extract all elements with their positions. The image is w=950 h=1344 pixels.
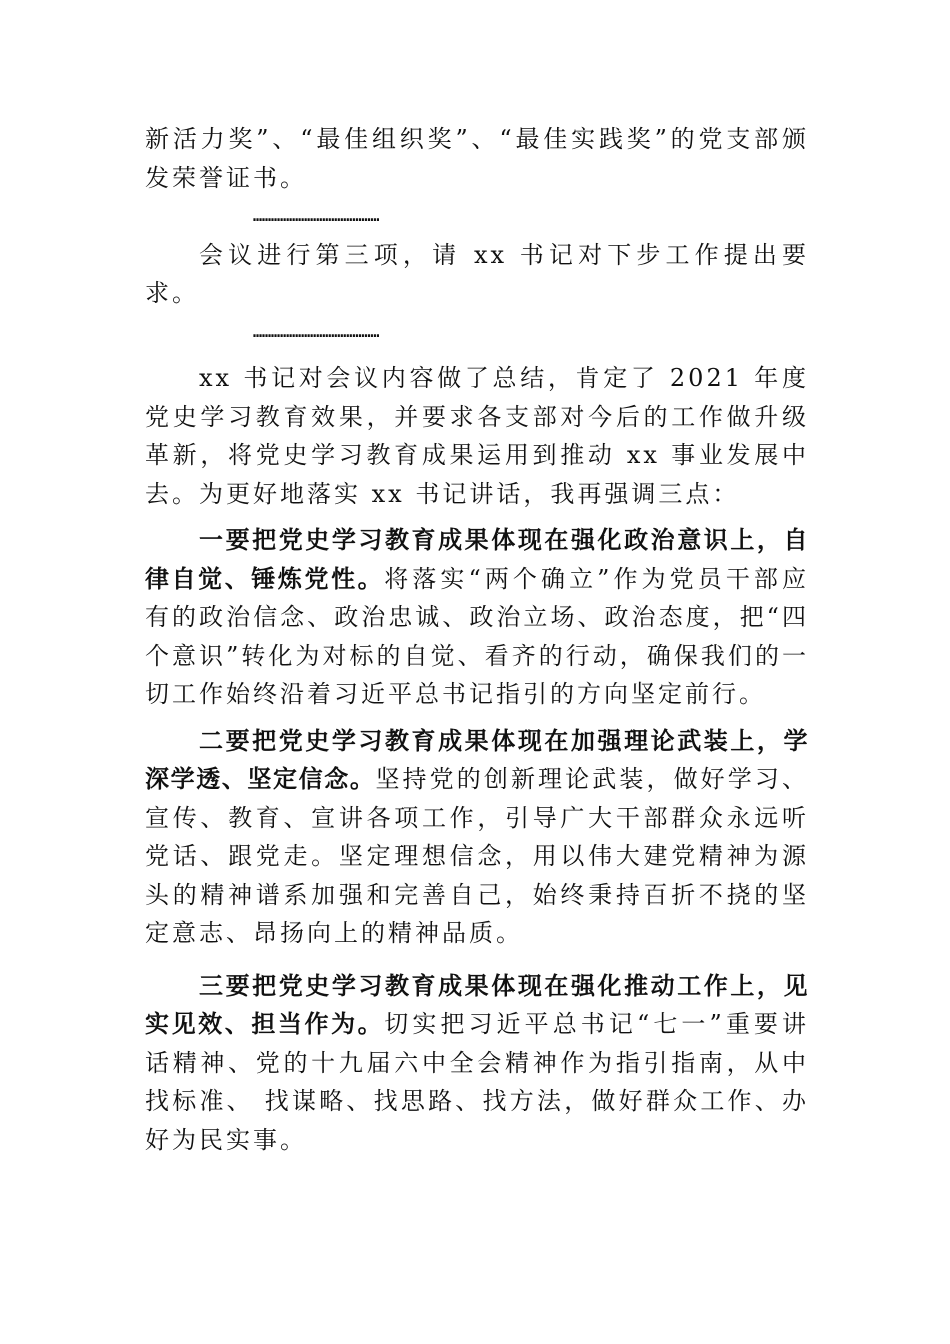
point-2-body: 坚持党的创新理论武装，做好学习、宣传、教育、宣讲各项工作，引导广大干部群众永远听党话、跟党走。坚定理想信念，用以伟大建党精神为源头的精神谱系加强和完善自己，始终秉持百折不挠的坚定意志、昂扬向上的精神品质。 bbox=[145, 765, 809, 947]
ellipsis-separator-text: …………………………………… bbox=[253, 322, 380, 341]
paragraph-point-1 bbox=[145, 521, 809, 714]
point-3-body: 切实把习近平总书记“七一”重要讲话精神、党的十九届六中全会精神作为指引指南，从中找标准、 找谋略、找思路、找方法，做好群众工作、办好为民实事。 bbox=[145, 1010, 809, 1154]
point-1-body: 将落实“两个确立”作为党员干部应有的政治信念、政治忠诚、政治立场、政治态度，把“四个意识”转化为对标的自觉、看齐的行动，确保我们的一切工作始终沿着习近平总书记指引的方向坚定前行。 bbox=[145, 564, 809, 708]
paragraph-award-tail: 新活力奖”、“最佳组织奖”、“最佳实践奖”的党支部颁发荣誉证书。 bbox=[145, 125, 809, 192]
point-1-heading: 一要把党史学习教育成果体现在强化政治意识上，自律自觉、锤炼党性。 bbox=[145, 526, 809, 593]
paragraph-point-3 bbox=[145, 967, 809, 1160]
paragraph-point-2 bbox=[145, 722, 809, 953]
ellipsis-separator bbox=[145, 313, 809, 352]
document-body bbox=[145, 120, 809, 1159]
point-3-heading: 三要把党史学习教育成果体现在强化推动工作上，见实见效、担当作为。 bbox=[145, 971, 809, 1038]
paragraph-agenda-item: 会议进行第三项，请 xx 书记对下步工作提出要求。 bbox=[145, 240, 809, 307]
point-2-heading: 二要把党史学习教育成果体现在加强理论武装上，学深学透、坚定信念。 bbox=[145, 726, 809, 793]
ellipsis-separator bbox=[145, 197, 809, 236]
ellipsis-separator-text: …………………………………… bbox=[253, 207, 380, 225]
paragraph-summary: xx 书记对会议内容做了总结，肯定了 2021 年度党史学习教育效果，并要求各支部对今后的工作做升级革新，将党史学习教育成果运用到推动 xx 事业发展中去。为更好地落实 xx 书记讲话，我再强调三点： bbox=[145, 364, 809, 508]
